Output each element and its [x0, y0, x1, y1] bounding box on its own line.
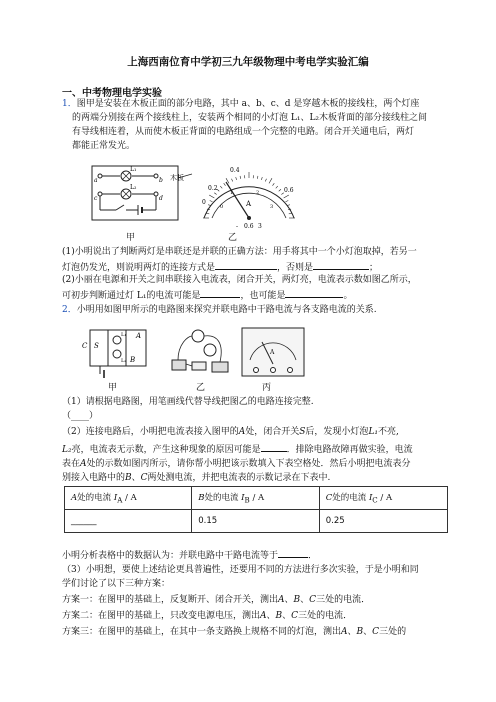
plan-3: 方案三：在图甲的基础上，在其中一条支路换上规格不同的灯泡，测出A、B、C三处的: [62, 627, 407, 637]
q2-part3-line1: （3）小明想，要使上述结论更具普遍性，还要用不同的方法进行多次实验，于是小明和同: [62, 565, 419, 575]
q1-sub1-line1: (1)小明说出了判断两灯是串联还是并联的正确方法：用手将其中一个小灯泡取掉，若另一: [62, 247, 417, 257]
q1-paragraph: [62, 98, 419, 110]
figure-2-jia-caption: 甲: [108, 383, 118, 393]
results-table: [64, 486, 448, 533]
scale-tick: [279, 189, 281, 191]
page-title: 上海西南位育中学初三九年级物理中考电学实验汇编: [127, 56, 369, 68]
scale-bot-1: 1: [230, 190, 234, 196]
scale-tick: [209, 195, 214, 198]
scale-tick: [232, 179, 233, 182]
scale-tick: [214, 193, 216, 195]
scale-tick: [220, 186, 222, 188]
q2-intro: 2．小明用如图甲所示的电路图来探究并联电路中干路电流与各支路电流的关系.: [62, 305, 377, 315]
blank-3[interactable]: [200, 288, 240, 298]
blank-5[interactable]: [261, 442, 287, 452]
board-label: 木板: [170, 174, 184, 182]
svg-text:a: a: [94, 177, 98, 184]
q1-sub2-line2: 可初步判断通过灯 L₁的电流可能是 ，也可能是 。: [62, 288, 352, 302]
scale-bot-0: 0: [220, 204, 224, 210]
figure-jia-caption: 甲: [126, 233, 136, 243]
blank-2[interactable]: [313, 260, 369, 270]
section-heading: 一、中考物理电学实验: [62, 88, 162, 99]
table-cell-a[interactable]: ______: [65, 510, 192, 533]
q1-line-2: 的两端分别接在两个接线柱上，安装两个相同的小灯泡 L₁、L₂木板背面的部分接线柱之间: [72, 113, 428, 123]
scale-tick: [240, 176, 241, 179]
q2-part2-line4: 别接入电路中的B、C两处测电流，并把电流表的示数记录在下表中.: [62, 473, 331, 483]
q2-part2-line2: L₂亮，电流表无示数，产生这种现象的原因可能是 ．排除电路故障再做实验，电流: [62, 442, 413, 456]
q2-number: 2．: [62, 305, 77, 315]
scale-tick: [286, 201, 289, 202]
scale-tick: [276, 186, 278, 188]
scale-top-3: 0.6: [284, 187, 294, 194]
table-header-a: A处的电流 $I_A$ / A: [65, 487, 192, 510]
scale-tick: [236, 177, 237, 180]
q2-part3-line2: 学们讨论了以下三种方案：: [62, 579, 171, 589]
blank-4[interactable]: [285, 288, 343, 298]
q1-sub2-line1: (2)小丽在电源和开关之间串联接入电流表，闭合开关，两灯亮，电流表示数如图乙所示，: [62, 275, 417, 285]
figure-board-circuit: [86, 160, 196, 230]
q1-sub1-line2: 灯泡仍发光，则说明两灯的连接方式是 ，否则是 ；: [62, 260, 378, 274]
scale-tick: [284, 195, 289, 198]
figure-parallel-circuit: [80, 322, 156, 382]
svg-text:b: b: [159, 177, 163, 184]
scale-tick: [224, 183, 226, 185]
q1-number: 1．: [62, 99, 77, 109]
q2-part2-line3: 表在A处的示数如图丙所示，请你帮小明把该示数填入下表空格处．然后小明把电流表分: [62, 459, 411, 469]
scale-tick: [273, 183, 275, 185]
blank-6[interactable]: [278, 548, 308, 558]
terminal-3: 3: [258, 223, 262, 230]
q1-line-1: 图甲是安装在木板正面的部分电路，其中 a、b、c、d 是穿越木板的接线柱，两个灯座: [76, 99, 420, 109]
table-row: [65, 510, 448, 533]
terminal-06: 0.6: [244, 223, 254, 230]
svg-text:c: c: [94, 195, 98, 202]
scale-tick: [261, 177, 262, 180]
figure-ammeter-reading: [240, 326, 306, 378]
q1-line-4: 都能正常发光。: [72, 141, 136, 151]
figure-2-yi-caption: 乙: [196, 383, 206, 393]
scale-tick: [265, 179, 266, 182]
table-header-c: C处的电流 $I_C$ / A: [319, 487, 447, 510]
figure-2-bing-caption: 丙: [262, 383, 272, 393]
plan-1: 方案一：在图甲的基础上，反复断开、闭合开关，测出A、B、C三处的电流．: [62, 595, 371, 605]
table-header-row: [65, 487, 448, 510]
svg-text:L₂: L₂: [121, 358, 127, 364]
scale-tick: [257, 176, 258, 179]
scale-top-2: 0: [202, 199, 206, 206]
q2-part2-line1: （2）连接电路后，小明把电流表接入图甲的A处，闭合开关S后，发现小灯泡L₁不亮,: [62, 427, 399, 437]
blank-1[interactable]: [215, 260, 277, 270]
q2-part1-answer[interactable]: （____）: [62, 411, 99, 421]
table-header-b: B处的电流 $I_B$ / A: [192, 487, 320, 510]
figure-physical-circuit: [168, 324, 234, 380]
svg-text:d: d: [159, 195, 163, 202]
svg-text:S: S: [94, 342, 99, 350]
scale-tick: [210, 201, 213, 202]
plan-2: 方案二：在图甲的基础上，只改变电源电压，测出A、B、C三处的电流．: [62, 611, 353, 621]
scale-top-0: 0.2: [208, 185, 218, 192]
scale-bot-2: 2: [256, 190, 260, 196]
svg-text:L₁: L₁: [130, 166, 137, 173]
svg-text:B: B: [130, 356, 136, 364]
svg-text:L₁: L₁: [121, 332, 127, 338]
table-cell-c: 0.25: [319, 510, 447, 533]
figure-ammeter: [196, 160, 302, 232]
q2-part1: （1）请根据电路图，用笔画线代替导线把图乙的电路连接完整.: [62, 397, 314, 407]
scale-tick: [288, 209, 291, 210]
table-cell-b: 0.15: [192, 510, 320, 533]
svg-text:A: A: [136, 332, 142, 340]
scale-tick: [207, 209, 210, 210]
svg-text:L₂: L₂: [130, 184, 137, 191]
scale-top-1: 0.4: [230, 167, 240, 174]
q2-analysis: 小明分析表格中的数据认为：并联电路中干路电流等于 ．: [62, 548, 317, 562]
terminal-neg: -: [236, 223, 239, 230]
scale-bot-3: 3: [270, 204, 274, 210]
svg-text:A: A: [270, 349, 275, 356]
figure-yi-caption: 乙: [228, 233, 238, 243]
svg-text:C: C: [82, 342, 88, 350]
scale-tick: [269, 178, 272, 183]
meter-unit: A: [246, 200, 252, 208]
q1-line-3: 有导线相连着，从而使木板正背面的电路组成一个完整的电路。闭合开关通电后，两灯: [72, 127, 415, 137]
